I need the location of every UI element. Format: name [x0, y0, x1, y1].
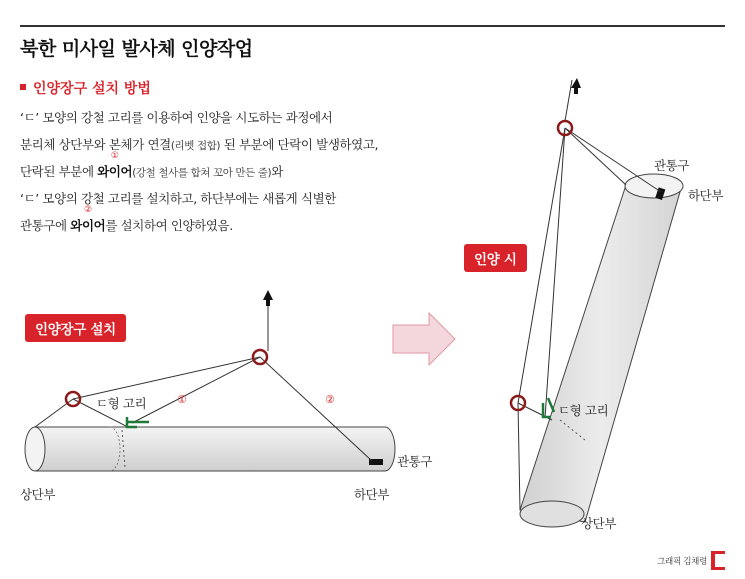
left-wire-1-label: ①: [177, 393, 187, 406]
desc-line-4: ‘ㄷ’ 모양의 강철 고리를 설치하고, 하단부에는 새롭게 식별한: [20, 191, 336, 206]
left-bottom-end-label: 하단부: [354, 487, 390, 502]
right-hook-label: ㄷ형 고리: [558, 403, 609, 418]
desc-bold-text: 와이어: [70, 218, 106, 233]
left-hole-label: 관통구: [397, 454, 433, 469]
left-up-arrow-icon: [263, 290, 273, 306]
left-top-end-label: 상단부: [20, 487, 56, 502]
desc-text: 분리체 상단부와 본체가 연결: [20, 137, 171, 152]
right-bottom-end-label: 하단부: [688, 188, 724, 203]
desc-text: 된 부분에 단락이 발생하였고,: [220, 137, 379, 152]
right-cylinder: [520, 174, 683, 527]
desc-bold-text: 와이어: [97, 164, 133, 179]
left-cylinder: [25, 427, 395, 471]
desc-text: (리벳 접합): [170, 140, 221, 152]
marker-2: ②: [83, 205, 92, 215]
right-hole-label: 관통구: [654, 158, 690, 173]
page-title: 북한 미사일 발사체 인양작업: [20, 38, 253, 60]
desc-text: 와: [271, 164, 283, 179]
right-up-arrow-icon: [571, 78, 581, 94]
desc-line-1: ‘ㄷ’ 모양의 강철 고리를 이용하여 인양을 시도하는 과정에서: [20, 110, 333, 125]
left-hook-label: ㄷ형 고리: [96, 396, 147, 411]
right-badge: 인양 시: [464, 244, 527, 272]
left-wire-2-label: ②: [325, 393, 335, 406]
graphic-credit: 그래픽 김채령: [657, 557, 707, 567]
brand-logo-icon: [711, 551, 725, 570]
left-d-hook-icon: [127, 417, 149, 427]
section-heading-text: 인양장구 설치 방법: [33, 81, 151, 97]
left-badge: 인양장구 설치: [25, 314, 126, 342]
desc-text: 관통구에: [20, 218, 71, 233]
desc-text: (강철 철사를 합쳐 꼬아 만든 줄): [132, 167, 272, 179]
transition-arrow-icon: [393, 313, 455, 365]
right-top-end-label: 상단부: [581, 516, 617, 531]
marker-1: ①: [110, 151, 119, 161]
desc-text: 를 설치하여 인양하였음.: [105, 218, 233, 233]
desc-text: 단락된 부분에: [20, 164, 98, 179]
